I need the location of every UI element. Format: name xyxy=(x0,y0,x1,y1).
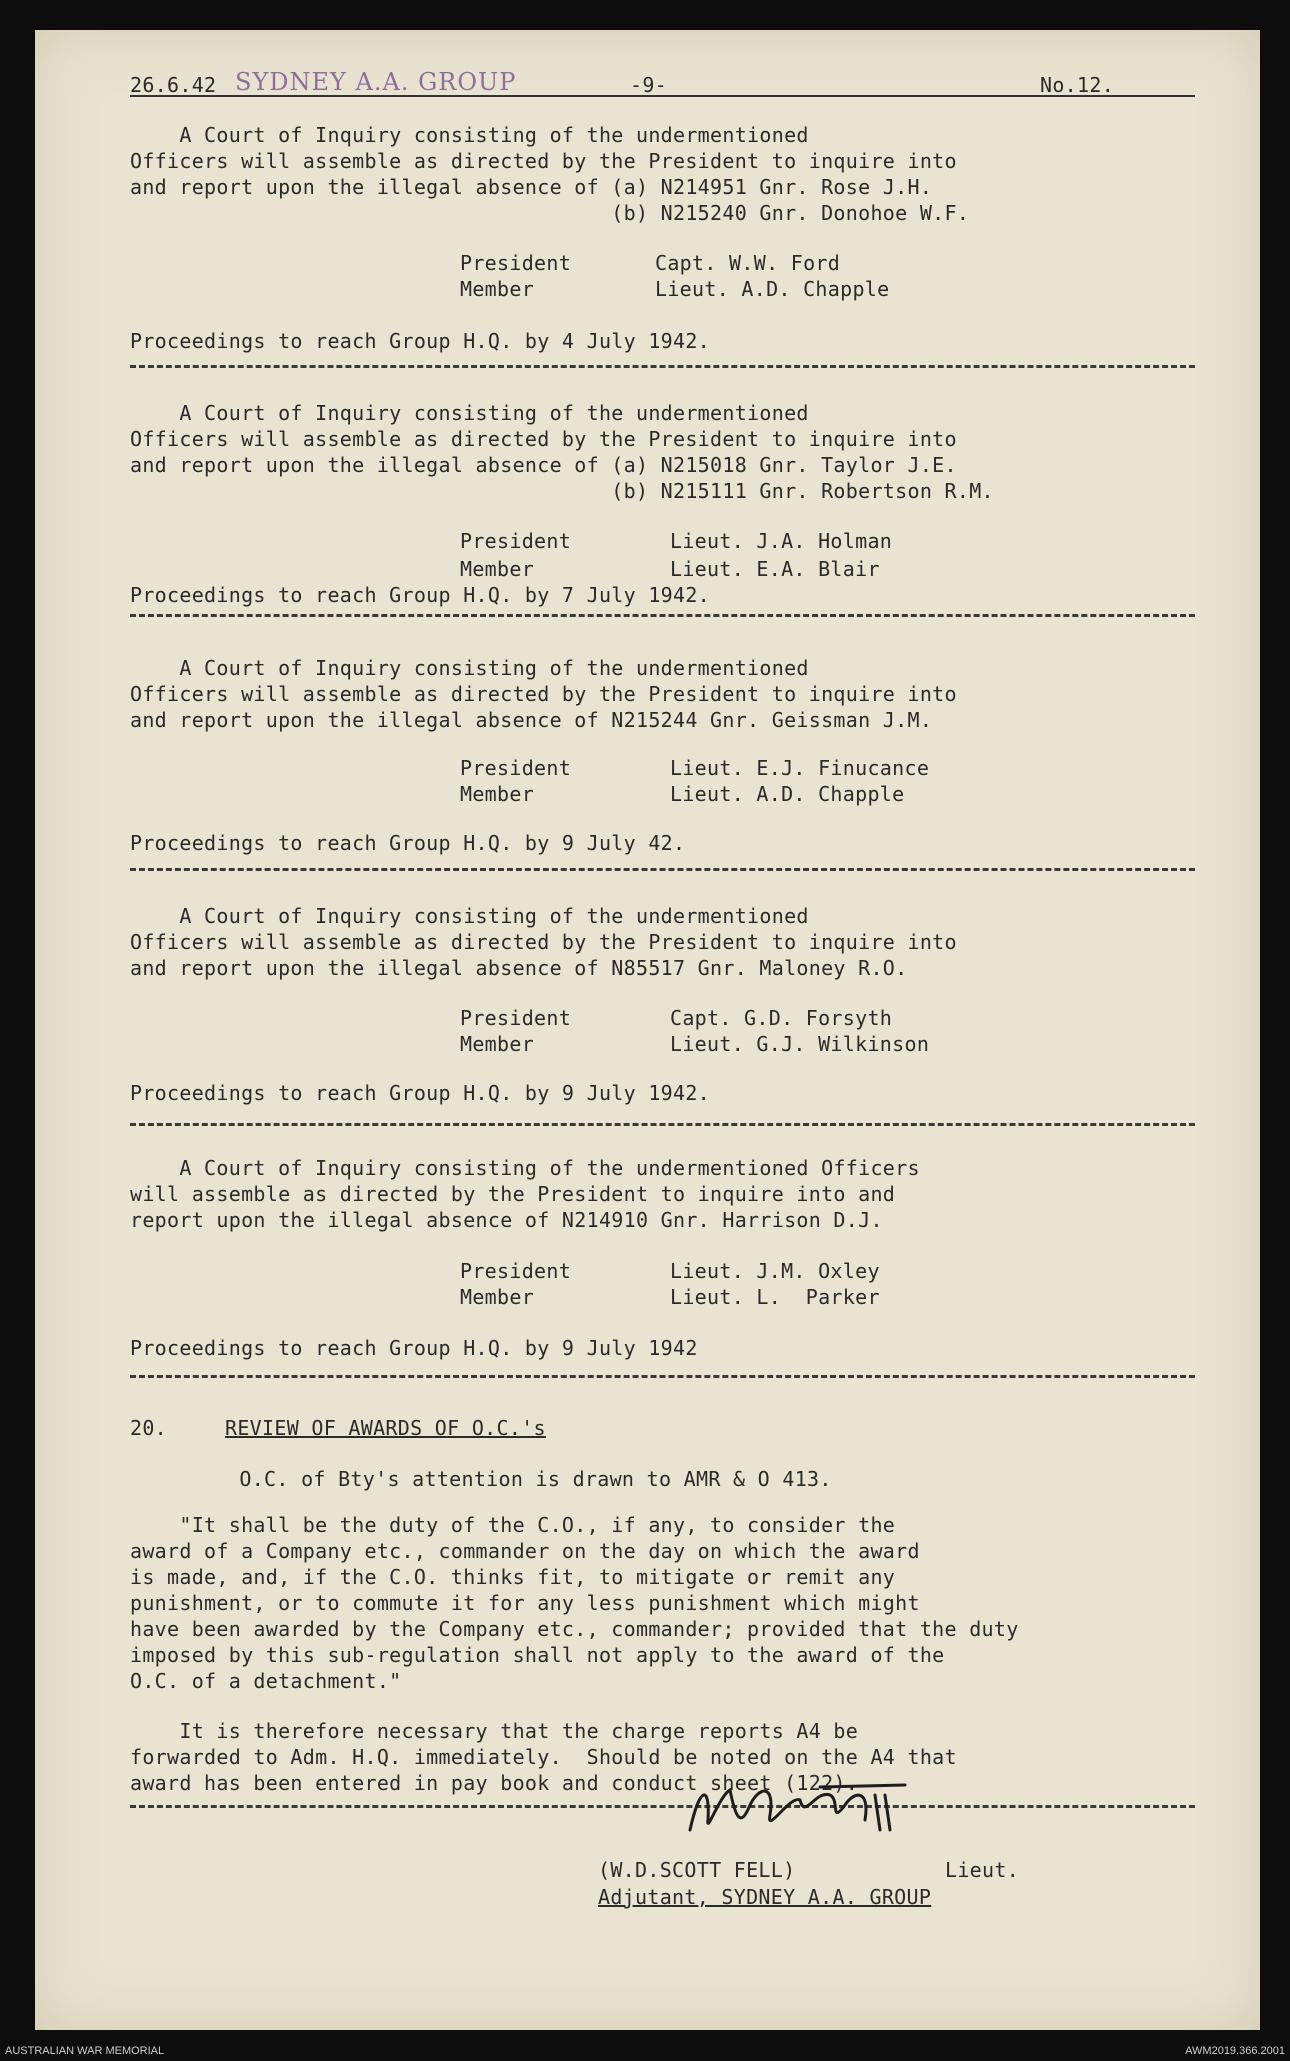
president-name: Lieut. E.J. Finucance xyxy=(670,756,930,780)
member-label: Member xyxy=(460,277,535,301)
member-label: Member xyxy=(460,1285,535,1309)
president-label: President xyxy=(460,756,572,780)
signatory-appointment: Adjutant, SYDNEY A.A. GROUP xyxy=(598,1885,932,1909)
quote-line: punishment, or to commute it for any less punishment which might xyxy=(130,1591,920,1615)
president-name: Capt. W.W. Ford xyxy=(655,251,841,275)
closing-line: award has been entered in pay book and conduct sheet (122). xyxy=(130,1771,859,1795)
quote-line: is made, and, if the C.O. thinks fit, to mitigate or remit any xyxy=(130,1565,896,1589)
inquiry-line: A Court of Inquiry consisting of the undermentioned xyxy=(130,904,809,928)
proceedings-deadline: Proceedings to reach Group H.Q. by 9 July 42. xyxy=(130,831,686,855)
section-number: 20. xyxy=(130,1416,168,1440)
section-divider xyxy=(130,868,1195,871)
document-number: No.12. xyxy=(1040,73,1115,97)
signatory-rank: Lieut. xyxy=(945,1858,1020,1882)
proceedings-deadline: Proceedings to reach Group H.Q. by 4 July 1942. xyxy=(130,329,711,353)
member-label: Member xyxy=(460,1032,535,1056)
section-intro: O.C. of Bty's attention is drawn to AMR & O 413. xyxy=(190,1467,832,1491)
member-name: Lieut. G.J. Wilkinson xyxy=(670,1032,930,1056)
signatory-name: (W.D.SCOTT FELL) xyxy=(598,1858,796,1882)
member-name: Lieut. A.D. Chapple xyxy=(670,782,905,806)
inquiry-line: will assemble as directed by the President to inquire into and xyxy=(130,1182,896,1206)
inquiry-line: report upon the illegal absence of N214910 Gnr. Harrison D.J. xyxy=(130,1208,883,1232)
handwritten-signature xyxy=(680,1775,910,1845)
section-divider xyxy=(130,614,1195,617)
header-rule xyxy=(130,95,1195,97)
closing-line: forwarded to Adm. H.Q. immediately. Should be noted on the A4 that xyxy=(130,1745,957,1769)
closing-line: It is therefore necessary that the charge reports A4 be xyxy=(130,1719,859,1743)
section-divider xyxy=(130,1805,1195,1808)
president-name: Lieut. J.M. Oxley xyxy=(670,1259,880,1283)
member-label: Member xyxy=(460,557,535,581)
header-date: 26.6.42 xyxy=(130,73,217,97)
quote-line: have been awarded by the Company etc., commander; provided that the duty xyxy=(130,1617,1019,1641)
quote-line: award of a Company etc., commander on the day on which the award xyxy=(130,1539,920,1563)
inquiry-line: and report upon the illegal absence of N215244 Gnr. Geissman J.M. xyxy=(130,708,933,732)
section-divider xyxy=(130,365,1195,368)
inquiry-line: A Court of Inquiry consisting of the undermentioned xyxy=(130,123,809,147)
inquiry-line: (b) N215240 Gnr. Donohoe W.F. xyxy=(130,201,970,225)
quote-line: O.C. of a detachment." xyxy=(130,1669,402,1693)
president-label: President xyxy=(460,1259,572,1283)
section-divider xyxy=(130,1123,1195,1126)
inquiry-line: (b) N215111 Gnr. Robertson R.M. xyxy=(130,479,994,503)
section-divider xyxy=(130,1375,1195,1378)
section-heading: REVIEW OF AWARDS OF O.C.'s xyxy=(225,1416,546,1440)
inquiry-line: and report upon the illegal absence of (a) N215018 Gnr. Taylor J.E. xyxy=(130,453,957,477)
member-name: Lieut. E.A. Blair xyxy=(670,557,880,581)
quote-line: "It shall be the duty of the C.O., if any, to consider the xyxy=(130,1513,896,1537)
president-label: President xyxy=(460,251,572,275)
quote-line: imposed by this sub-regulation shall not apply to the award of the xyxy=(130,1643,945,1667)
inquiry-line: Officers will assemble as directed by the President to inquire into xyxy=(130,427,957,451)
group-stamp: SYDNEY A.A. GROUP xyxy=(235,68,517,96)
inquiry-line: A Court of Inquiry consisting of the undermentioned xyxy=(130,656,809,680)
page-number: -9- xyxy=(630,73,668,97)
inquiry-line: and report upon the illegal absence of N85517 Gnr. Maloney R.O. xyxy=(130,956,908,980)
president-name: Capt. G.D. Forsyth xyxy=(670,1006,893,1030)
president-label: President xyxy=(460,529,572,553)
president-name: Lieut. J.A. Holman xyxy=(670,529,893,553)
member-name: Lieut. A.D. Chapple xyxy=(655,277,890,301)
footer-accession-number: AWM2019.366.2001 xyxy=(1185,2045,1285,2057)
president-label: President xyxy=(460,1006,572,1030)
inquiry-line: and report upon the illegal absence of (a) N214951 Gnr. Rose J.H. xyxy=(130,175,933,199)
inquiry-line: Officers will assemble as directed by the President to inquire into xyxy=(130,682,957,706)
inquiry-line: A Court of Inquiry consisting of the undermentioned xyxy=(130,401,809,425)
inquiry-line: Officers will assemble as directed by the President to inquire into xyxy=(130,930,957,954)
member-name: Lieut. L. Parker xyxy=(670,1285,880,1309)
inquiry-line: Officers will assemble as directed by the President to inquire into xyxy=(130,149,957,173)
proceedings-deadline: Proceedings to reach Group H.Q. by 7 July 1942. xyxy=(130,583,711,607)
inquiry-line: A Court of Inquiry consisting of the undermentioned Officers xyxy=(130,1156,920,1180)
member-label: Member xyxy=(460,782,535,806)
proceedings-deadline: Proceedings to reach Group H.Q. by 9 July 1942. xyxy=(130,1081,711,1105)
footer-institution: AUSTRALIAN WAR MEMORIAL xyxy=(5,2045,165,2057)
proceedings-deadline: Proceedings to reach Group H.Q. by 9 July 1942 xyxy=(130,1336,698,1360)
